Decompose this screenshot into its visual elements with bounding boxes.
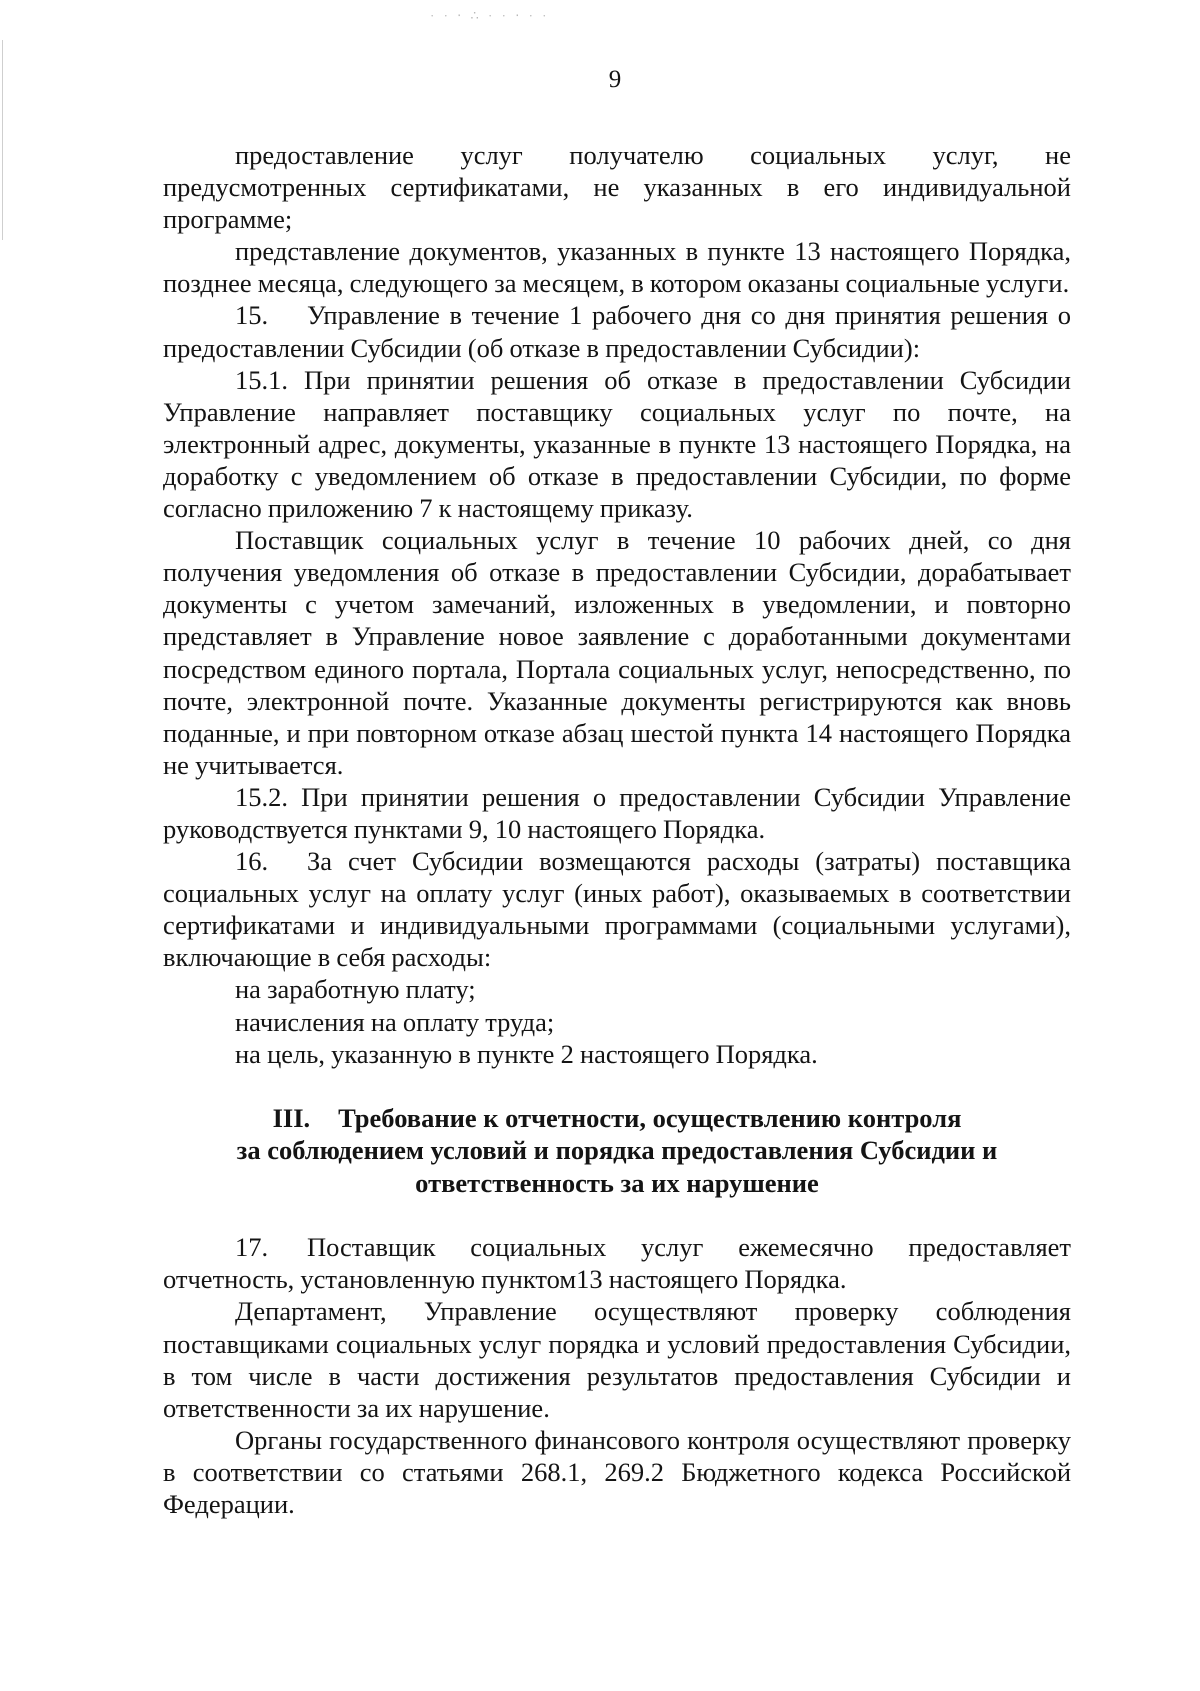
section-heading	[163, 1102, 1071, 1200]
section-heading-line-2: за соблюдением условий и порядка предоставления Субсидии и	[236, 1135, 998, 1166]
scan-artifact: · · ‧ ∴ · · ‧ · ·	[430, 8, 550, 23]
clause-text: За счет Субсидии возмещаются расходы (затраты) поставщика социальных услуг на оплату услуг (иных работ), оказываемых в соответствии сертификатами и индивидуальными программами (социальными услугами), включающие в себя расходы:	[163, 846, 1071, 973]
paragraph: 15.2. При принятии решения о предоставлении Субсидии Управление руководствуется пунктами 9, 10 настоящего Порядка.	[163, 781, 1071, 844]
document-body	[163, 139, 1071, 1520]
list-item: на заработную плату;	[235, 974, 476, 1005]
paragraph-clause-16	[163, 845, 1071, 973]
list-item: на цель, указанную в пункте 2 настоящего Порядка.	[235, 1038, 818, 1069]
clause-number: 17.	[235, 1232, 269, 1263]
section-roman-numeral: III.	[272, 1102, 311, 1133]
clause-number: 15.	[235, 300, 269, 331]
paragraph: предоставление услуг получателю социальных услуг, не предусмотренных сертификатами, не указанных в его индивидуальной программе;	[163, 140, 1071, 235]
list-item: начисления на оплату труда;	[235, 1006, 555, 1037]
section-heading-line-3: ответственность за их нарушение	[415, 1167, 819, 1198]
page-number: 9	[608, 66, 622, 93]
paragraph-clause-15	[163, 299, 1071, 363]
clause-text: Управление в течение 1 рабочего дня со дня принятия решения о предоставлении Субсидии (об отказе в предоставлении Субсидии):	[163, 300, 1071, 363]
clause-number: 16.	[235, 846, 269, 877]
paragraph: Поставщик социальных услуг в течение 10 рабочих дней, со дня получения уведомления об отказе в предоставлении Субсидии, дорабатывает документы с учетом замечаний, изложенных в уведомлении, и повторно представляет в Управление новое заявление с доработанными документами посредством единого портала, Портала социальных услуг, непосредственно, по почте, электронной почте. Указанные документы регистрируются как вновь поданные, и при повторном отказе абзац шестой пункта 14 настоящего Порядка не учитывается.	[163, 525, 1071, 780]
paragraph: 15.1. При принятии решения об отказе в предоставлении Субсидии Управление направляет поставщику социальных услуг по почте, на электронный адрес, документы, указанные в пункте 13 настоящего Порядка, на доработку с уведомлением об отказе в предоставлении Субсидии, по форме согласно приложению 7 к настоящему приказу.	[163, 364, 1071, 524]
paragraph: Органы государственного финансового контроля осуществляют проверку в соответствии со статьями 268.1, 269.2 Бюджетного кодекса Российской Федерации.	[163, 1424, 1071, 1519]
clause-text: Поставщик социальных услуг ежемесячно предоставляет отчетность, установленную пунктом13 настоящего Порядка.	[163, 1232, 1071, 1295]
section-heading-line-1: III. Требование к отчетности, осуществлению контроля	[272, 1102, 962, 1133]
paragraph: Департамент, Управление осуществляют проверку соблюдения поставщиками социальных услуг порядка и условий предоставления Субсидии, в том числе в части достижения результатов предоставления Субсидии и ответственности за их нарушение.	[163, 1296, 1071, 1423]
paragraph-clause-17	[163, 1231, 1071, 1295]
paragraph: представление документов, указанных в пункте 13 настоящего Порядка, позднее месяца, следующего за месяцем, в котором оказаны социальные услуги.	[163, 236, 1071, 299]
